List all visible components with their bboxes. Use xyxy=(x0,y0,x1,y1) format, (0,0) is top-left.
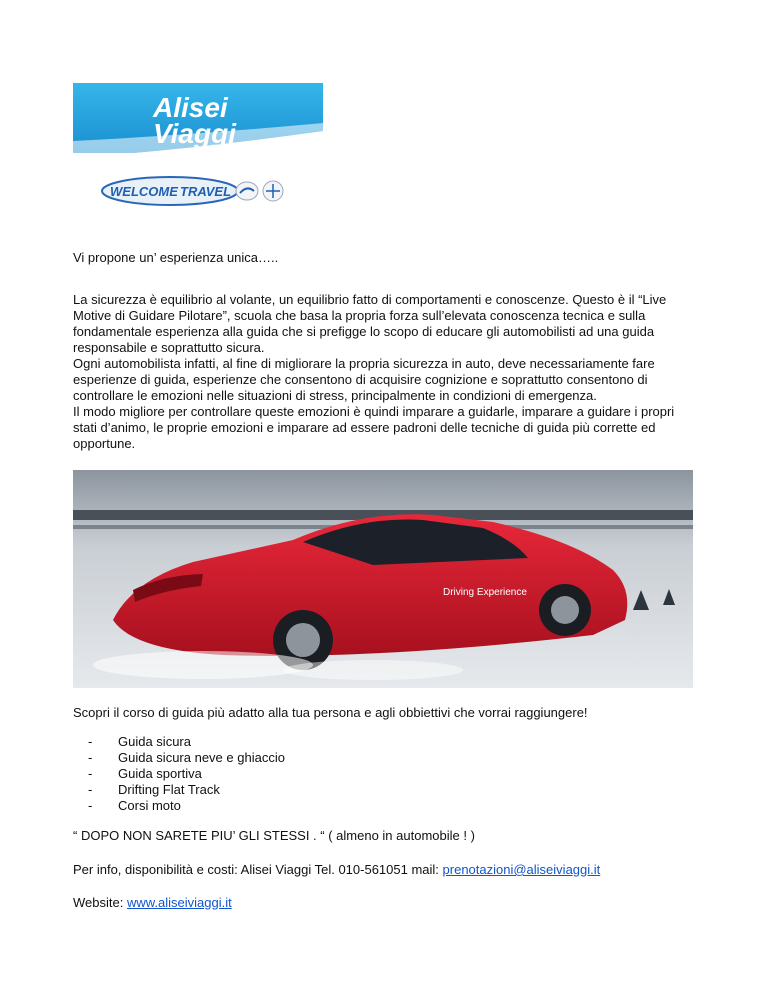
courses-intro: Scopri il corso di guida più adatto alla tua persona e agli obbiettivi che vorrai raggiungere! xyxy=(73,705,588,720)
svg-text:WELCOME: WELCOME xyxy=(110,184,178,199)
slogan: “ DOPO NON SARETE PIU’ GLI STESSI . “ ( almeno in automobile ! ) xyxy=(73,828,475,843)
list-item: - Corsi moto xyxy=(88,798,181,813)
contact-text: Per info, disponibilità e costi: Alisei Viaggi Tel. 010-561051 mail: xyxy=(73,862,443,877)
website-line xyxy=(73,895,693,911)
website-link[interactable]: www.aliseiviaggi.it xyxy=(126,895,232,910)
email-link[interactable]: prenotazioni@aliseiviaggi.it xyxy=(442,862,601,877)
body-text xyxy=(73,292,693,452)
list-item: - Guida sicura neve e ghiaccio xyxy=(88,750,285,765)
intro-line: Vi propone un’ esperienza unica….. xyxy=(73,250,279,265)
svg-text:Viaggi: Viaggi xyxy=(153,118,236,149)
svg-text:Alisei: Alisei xyxy=(153,92,228,123)
paragraph: Il modo migliore per controllare queste emozioni è quindi imparare a guidarle, imparare a guidare i propri stati d’animo, le proprie emozioni e imparare ad essere padroni delle tecniche di guida più corrette ed opportune. xyxy=(73,404,675,451)
course-list xyxy=(88,734,285,814)
website-label: Website: xyxy=(73,895,127,910)
svg-text:TRAVEL: TRAVEL xyxy=(180,184,232,199)
list-item: - Guida sportiva xyxy=(88,766,202,781)
list-item: - Drifting Flat Track xyxy=(88,782,220,797)
alisei-viaggi-logo xyxy=(73,83,323,153)
paragraph: La sicurezza è equilibrio al volante, un equilibrio fatto di comportamenti e conoscenze. Questo è il “Live Motive di Guidare Pilotare”, scuola che basa la propria forza sull’elevata conoscenza tecnica e sulla fondamentale esperienza alla guida che si prefigge lo scopo di educare gli automobilisti ad una guida responsabile e soprattutto sicura. xyxy=(73,292,667,355)
svg-text:Driving Experience: Driving Experience xyxy=(443,587,527,598)
paragraph: Ogni automobilista infatti, al fine di migliorare la propria sicurezza in auto, deve necessariamente fare esperienze di guida, esperienze che consentono di acquisire cognizione e soprattutto consentono di controllare le emozioni nelle situazioni di stress, principalmente in condizioni di emergenza. xyxy=(73,356,655,403)
welcome-travel-logo xyxy=(100,173,300,209)
list-item: - Guida sicura xyxy=(88,734,191,749)
drifting-car-photo xyxy=(73,470,693,688)
contact-line xyxy=(73,862,693,878)
